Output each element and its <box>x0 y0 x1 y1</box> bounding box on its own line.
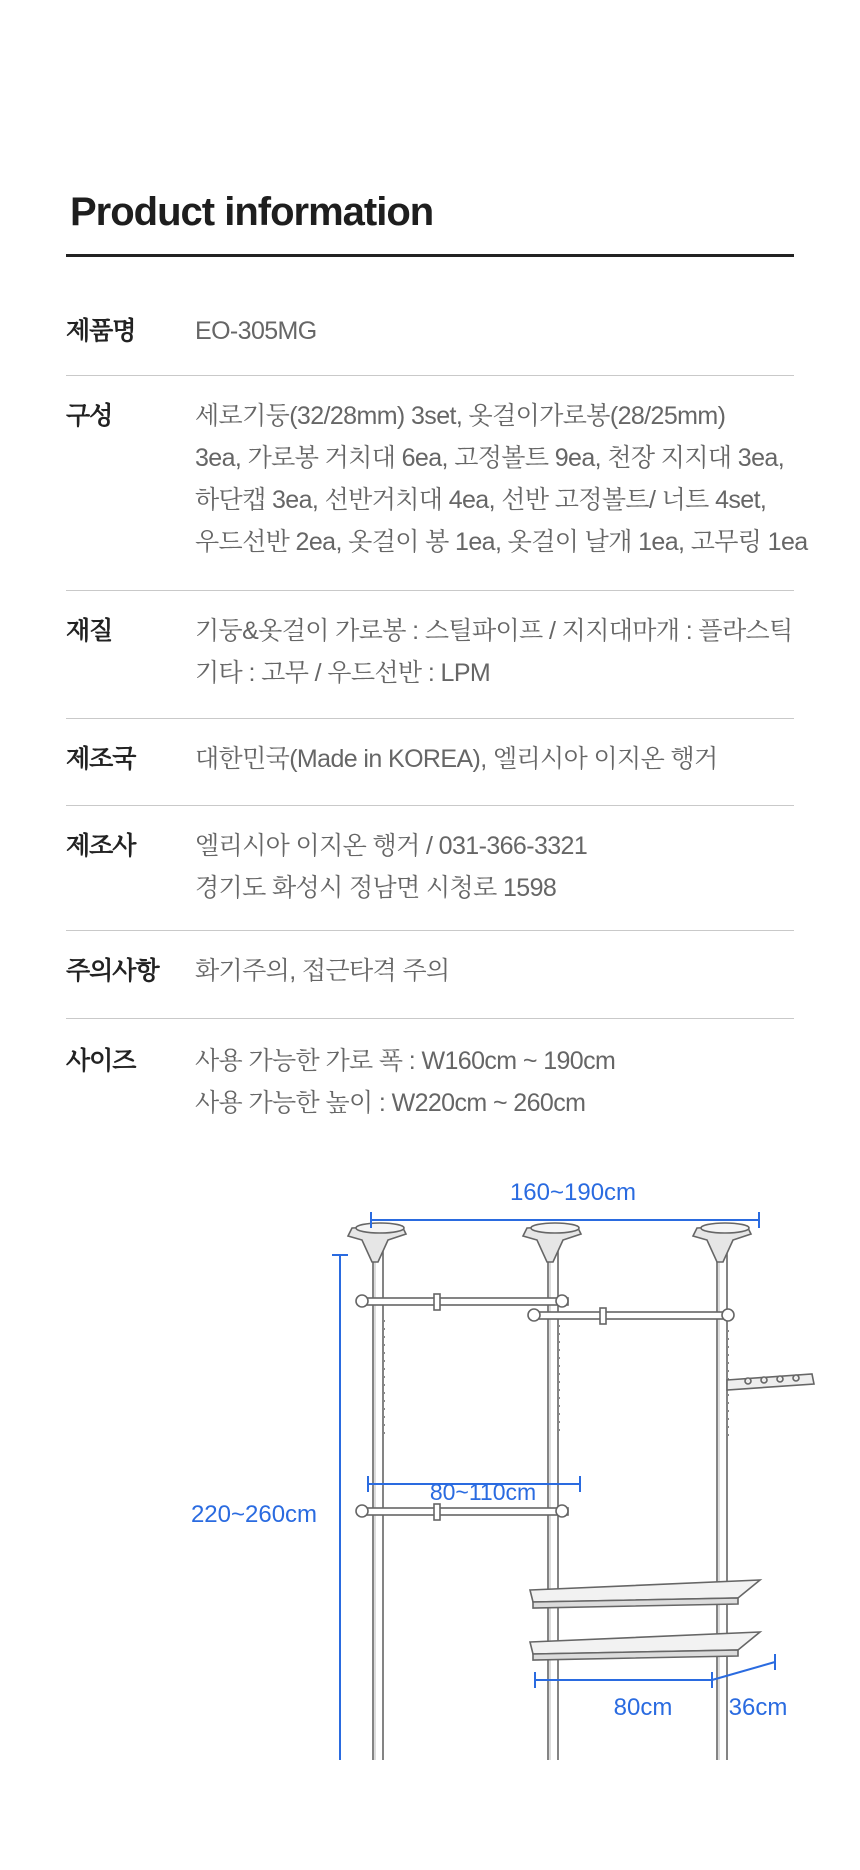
spec-row-product-name <box>66 310 794 352</box>
row-divider <box>66 375 794 376</box>
row-divider <box>66 718 794 719</box>
spec-value-line: 하단캡 3ea, 선반거치대 4ea, 선반 고정볼트/ 너트 4set, <box>195 486 767 514</box>
hanger-rails-top <box>356 1294 734 1324</box>
spec-value-line: 경기도 화성시 정남면 시청로 1598 <box>195 874 557 902</box>
shelf-depth-label: 36cm <box>728 1694 788 1721</box>
row-divider <box>66 590 794 591</box>
spec-value-line: 대한민국(Made in KOREA), 엘리시아 이지온 행거 <box>195 745 718 773</box>
spec-label: 제품명 <box>66 317 136 345</box>
spec-label: 사이즈 <box>66 1047 136 1075</box>
shelf-width-dimension-line <box>535 1672 712 1688</box>
spec-value-line: 기둥&옷걸이 가로봉 : 스틸파이프 / 지지대마개 : 플라스틱 <box>195 617 793 645</box>
spec-value-line: 세로기둥(32/28mm) 3set, 옷걸이가로봉(28/25mm) <box>195 402 726 430</box>
spec-label: 구성 <box>66 402 113 430</box>
hanger-rail-lower <box>356 1504 568 1520</box>
spec-row-material <box>66 610 794 694</box>
row-divider <box>66 1018 794 1019</box>
spec-value-line: 3ea, 가로봉 거치대 6ea, 고정볼트 9ea, 천장 지지대 3ea, <box>195 444 785 472</box>
spec-value <box>195 310 317 352</box>
shelf-width-label: 80cm <box>613 1694 673 1721</box>
height-dimension-line <box>332 1255 348 1760</box>
spec-value-line: 우드선반 2ea, 옷걸이 봉 1ea, 옷걸이 날개 1ea, 고무링 1ea <box>195 528 808 556</box>
row-divider <box>66 930 794 931</box>
spec-value <box>195 610 793 694</box>
height-dimension-label: 220~260cm <box>190 1501 318 1528</box>
spec-row-size <box>66 1040 794 1124</box>
spec-value-line: 기타 : 고무 / 우드선반 : LPM <box>195 659 491 687</box>
hanger-wing <box>727 1374 814 1390</box>
spec-row-composition <box>66 395 808 563</box>
spec-row-manufacturer <box>66 825 794 909</box>
spec-row-country <box>66 738 794 780</box>
width-dimension-label: 160~190cm <box>509 1179 637 1206</box>
spec-label: 제조사 <box>66 832 136 860</box>
spec-value-line: EO-305MG <box>195 317 317 345</box>
spec-label: 재질 <box>66 617 113 645</box>
page-title: Product information <box>70 190 434 234</box>
spec-value <box>195 825 587 909</box>
ceiling-supports <box>348 1223 751 1262</box>
spec-value-line: 사용 가능한 가로 폭 : W160cm ~ 190cm <box>195 1047 616 1075</box>
spec-value-line: 사용 가능한 높이 : W220cm ~ 260cm <box>195 1089 586 1117</box>
vertical-poles <box>373 1250 727 1760</box>
title-divider <box>66 254 794 257</box>
spec-value <box>195 738 718 780</box>
spec-label: 주의사항 <box>66 957 159 985</box>
spec-value-line: 엘리시아 이지온 행거 / 031-366-3321 <box>195 832 588 860</box>
rail-dimension-label: 80~110cm <box>429 1479 537 1505</box>
spec-value <box>195 950 450 992</box>
spec-value <box>195 395 808 563</box>
spec-row-caution <box>66 950 794 992</box>
spec-value-line: 화기주의, 접근타격 주의 <box>195 957 450 985</box>
row-divider <box>66 805 794 806</box>
spec-value <box>195 1040 615 1124</box>
spec-label: 제조국 <box>66 745 136 773</box>
hanger-dimension-diagram <box>0 1140 860 1760</box>
